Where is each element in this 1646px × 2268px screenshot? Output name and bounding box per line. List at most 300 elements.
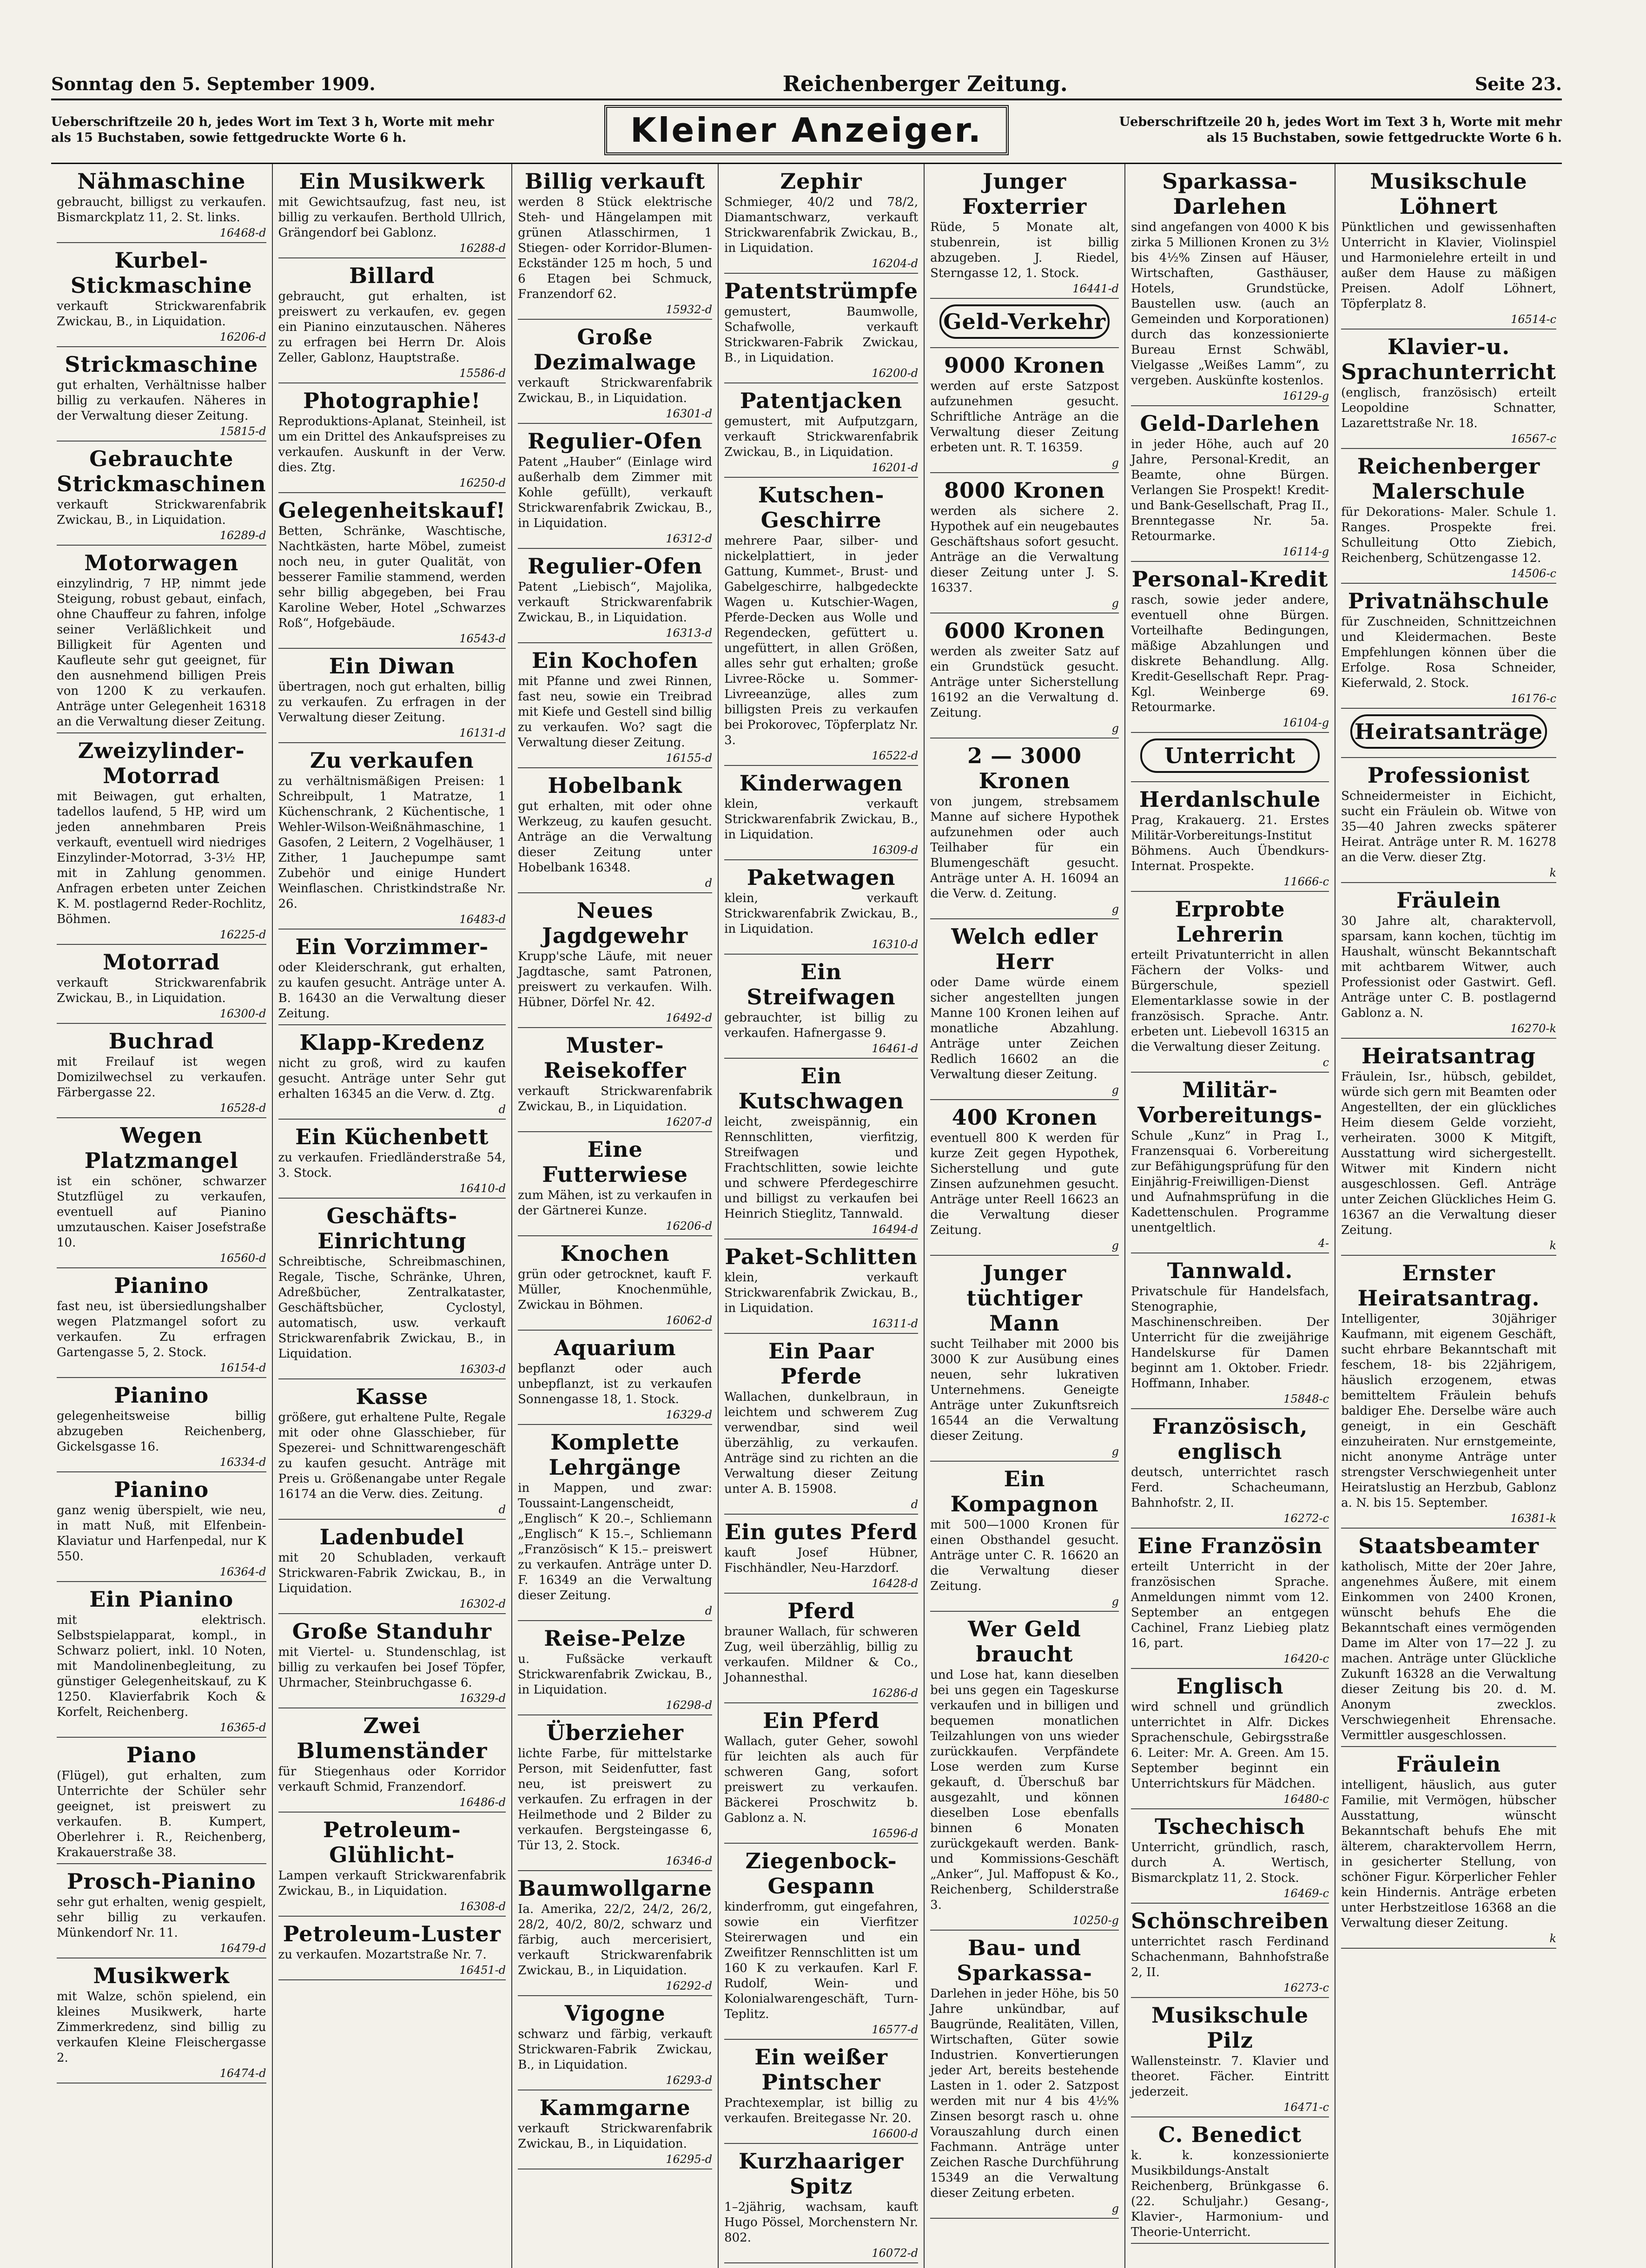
ad-text: gemustert, Baumwolle, Schafwolle, verkauft Strickwaren-Fabrik Zwickau, B., in Liquidation. (724, 305, 919, 365)
classified-ad (1341, 1752, 1556, 1949)
classified-ad (278, 263, 506, 383)
ad-heading: Billig verkauft (524, 169, 706, 194)
ad-heading: Billard (349, 263, 435, 288)
ad-heading: Zephir (780, 169, 862, 194)
ad-text: Intelligenter, 30jähriger Kaufmann, mit eigenem Geschäft, sucht ehrbare Bekanntschaft mit feschem, 18- bis 22jährigem, häuslich erzogenem, etwas bemitteltem Fräulein behufs baldiger Ehe. Derselbe wäre auch geneigt, in ein Geschäft einzuheiraten. Nur ernstgemeinte, nicht anonyme Anträge unter strengster Verschwiegenheit unter Heiratslustig an Herzbub, Gablonz a. N. bis 15. September. (1341, 1312, 1556, 1510)
ad-reference-code: g (1111, 456, 1119, 469)
ad-heading: Überzieher (546, 1720, 684, 1745)
classified-ad (930, 743, 1119, 919)
ad-reference-code: 16600-d (872, 2127, 919, 2140)
ad-heading: Baumwollgarne (518, 1876, 713, 1901)
ad-reference-code: 16494-d (872, 1223, 919, 1236)
ad-reference-code: g (1111, 1239, 1119, 1252)
ad-text: Ia. Amerika, 22/2, 24/2, 26/2, 28/2, 40/2, 80/2, schwarz und färbig, auch mercerisiert, verkauft Strickwarenfabrik Zwickau, B., in Liquidation. (518, 1902, 713, 1978)
ad-heading: Personal-Kredit (1131, 567, 1329, 592)
ad-text: schwarz und färbig, verkauft Strickwaren-Fabrik Zwickau, B., in Liquidation. (518, 2027, 713, 2072)
ad-reference-code: 16204-d (872, 257, 919, 270)
classified-ad (724, 1244, 918, 1334)
ad-heading: Privatnähschule (1348, 588, 1550, 613)
classified-ad (724, 1338, 918, 1515)
ad-heading: Französisch, englisch (1152, 1414, 1308, 1464)
classified-ad (1131, 2122, 1329, 2244)
classified-ad (1131, 169, 1329, 406)
classified-ad (724, 278, 918, 383)
ad-text: bepflanzt oder auch unbepflanzt, ist zu verkaufen Sonnengasse 18, 1. Stock. (518, 1362, 713, 1406)
ad-heading: Musikschule Löhnert (1370, 169, 1527, 219)
ad-reference-code: 16480-c (1283, 1793, 1329, 1806)
ad-reference-code: 16310-d (872, 938, 919, 951)
ad-text: gemustert, mit Aufputzgarn, verkauft Strickwarenfabrik Zwickau, B., in Liquidation. (724, 415, 919, 459)
ad-heading: Eine Futterwiese (542, 1137, 688, 1187)
ad-reference-code: 16543-d (459, 632, 506, 645)
ad-reference-code: 16451-d (459, 1964, 506, 1977)
ad-text: in jeder Höhe, auch auf 20 Jahre, Personal-Kredit, an Beamte, ohne Bürgen. Verlangen Sie Prospekt! Kredit- und Bank-Gesellschaft, Prag II., Brenntegasse Nr. 5a. Retourmarke. (1131, 437, 1329, 543)
ad-reference-code: 16155-d (666, 752, 713, 765)
ad-heading: Zweizylinder-Motorrad (78, 738, 245, 788)
ad-reference-code: 16381-k (1510, 1512, 1556, 1525)
ad-heading: Klapp-Kredenz (299, 1030, 485, 1055)
ad-text: sucht Teilhaber mit 2000 bis 3000 K zur Ausübung eines neuen, sehr lukrativen Unternehmens. Geneigte Anträge unter Zukunftsreich 16544 an die Verwaltung dieser Zeitung. (930, 1337, 1119, 1443)
classified-ad (1131, 1814, 1329, 1904)
ad-reference-code: g (1111, 722, 1119, 735)
ad-text: rasch, sowie jeder andere, eventuell ohne Bürgen. Vorteilhafte Bedingungen, mäßige Abzahlungen und diskrete Behandlung. Allg. Kredit-Gesellschaft Repr. Prag-Kgl. Weinberge 69. Retourmarke. (1131, 593, 1329, 714)
ad-text: Pünktlichen und gewissenhaften Unterricht in Klavier, Violinspiel und Harmonielehre erteilt in und außer dem Hause zu mäßigen Preisen. Adolf Löhnert, Töpferplatz 8. (1341, 220, 1556, 311)
classified-ad (930, 353, 1119, 473)
ad-heading: Reichenberger Malerschule (1357, 454, 1540, 504)
ad-reference-code: 16131-d (459, 726, 506, 739)
ad-reference-code: 16176-c (1511, 692, 1556, 705)
newspaper-page (51, 70, 1562, 2260)
ad-heading: Ladenbudel (319, 1524, 465, 1549)
ad-heading: Pianino (114, 1273, 209, 1298)
ad-text: Patent „Hauber“ (Einlage wird außerhalb dem Zimmer mit Kohle gefüllt), verkauft Strickwarenfabrik Zwickau, B., in Liquidation. (518, 455, 713, 530)
ad-text: erteilt Privatunterricht in allen Fächern der Volks- und Bürgerschule, speziell Elementarklasse sowie in der französisch. Sprache. Antr. erbeten unt. Liebevoll 16315 an die Verwaltung dieser Zeitung. (1131, 948, 1329, 1054)
ad-reference-code: 16129-g (1282, 389, 1329, 402)
ad-column (1335, 164, 1562, 2268)
classified-ad (930, 478, 1119, 613)
ad-reference-code: 16312-d (666, 532, 713, 545)
ad-text: klein, verkauft Strickwarenfabrik Zwickau, B., in Liquidation. (724, 1271, 919, 1315)
ad-heading: Patentjacken (740, 388, 903, 413)
ad-reference-code: 15932-d (666, 303, 713, 316)
ad-reference-code: 16272-c (1283, 1512, 1329, 1525)
classified-ad (930, 618, 1119, 738)
section-heading (1341, 714, 1556, 758)
ad-heading: Pferd (787, 1598, 855, 1623)
section-heading (930, 304, 1119, 348)
classified-ad (57, 1869, 266, 1958)
ad-reference-code: 16514-c (1511, 313, 1556, 326)
classified-ad (930, 169, 1119, 299)
classified-ad (1131, 1258, 1329, 1409)
ad-text: gut erhalten, mit oder ohne Werkzeug, zu kaufen gesucht. Anträge an die Verwaltung dieser Zeitung unter Hobelbank 16348. (518, 799, 713, 875)
ad-text: verkauft Strickwarenfabrik Zwickau, B., in Liquidation. (57, 976, 266, 1005)
ad-heading: Kurzhaariger Spitz (739, 2149, 904, 2199)
classified-ad (518, 1033, 712, 1132)
classified-ad (1131, 1908, 1329, 1998)
ad-heading: C. Benedict (1158, 2122, 1302, 2147)
ad-reference-code: 16486-d (459, 1796, 506, 1809)
ad-heading: Regulier-Ofen (527, 429, 703, 454)
ad-text: für Dekorations- Maler. Schule 1. Ranges. Prospekte frei. Schulleitung Otto Ziebich, Reichenberg, Schützengasse 12. (1341, 505, 1556, 565)
classified-ad (278, 1619, 506, 1708)
classified-ad (724, 959, 918, 1059)
ad-heading: Buchrad (108, 1029, 214, 1054)
ad-reference-code: 16286-d (872, 1687, 919, 1700)
ad-text: Wallensteinstr. 7. Klavier und theoret. Fächer. Eintritt jederzeit. (1131, 2054, 1329, 2099)
ad-heading: Kinderwagen (739, 771, 903, 796)
classified-ad (724, 2149, 918, 2263)
ad-heading: Schönschreiben (1131, 1908, 1329, 1933)
ad-text: zu verkaufen. Friedländerstraße 54, 3. Stock. (278, 1151, 506, 1180)
classified-ad (278, 1124, 506, 1199)
ad-reference-code: 16479-d (219, 1942, 266, 1955)
classified-ad (278, 1030, 506, 1120)
ad-text: verkauft Strickwarenfabrik Zwickau, B., in Liquidation. (518, 376, 713, 405)
classified-ad (57, 1742, 266, 1864)
ad-heading: Nähmaschine (77, 169, 246, 194)
ad-reference-code: 16492-d (666, 1011, 713, 1024)
ad-column (1125, 164, 1335, 2268)
ad-text: übertragen, noch gut erhalten, billig zu verkaufen. Zu erfragen in der Verwaltung dieser Zeitung. (278, 680, 506, 725)
ad-reference-code: 16308-d (459, 1900, 506, 1913)
ad-heading: Ernster Heiratsantrag. (1357, 1260, 1540, 1311)
classified-ad (57, 352, 266, 442)
ad-text: Fräulein, Isr., hübsch, gebildet, würde sich gern mit Beamten oder Angestellten, der ein glückliches Heim diesem Gelde vorzieht, verheiraten. 3000 K Mitgift, Ausstattung wird sichergestellt. Witwer mit Kindern nicht ausgeschlossen. Gefl. Anträge unter Zeichen Glückliches Heim G. 16367 an die Verwaltung dieser Zeitung. (1341, 1070, 1556, 1237)
ad-text: wird schnell und gründlich unterrichtet in Alfr. Dickes Sprachenschule, Gebirgsstraße 6. Leiter: Mr. A. Green. Am 15. September beginnt ein Unterrichtskurs für Mädchen. (1131, 1700, 1329, 1791)
ad-reference-code: 16334-d (219, 1456, 266, 1469)
ad-text: gebrauchter, ist billig zu verkaufen. Hafnergasse 9. (724, 1011, 919, 1040)
ad-heading: Knochen (560, 1241, 670, 1266)
classified-ad (1131, 1533, 1329, 1669)
section-masthead (51, 107, 1562, 153)
ad-text: grün oder getrocknet, kauft F. Müller, Knochenmühle, Zwickau in Böhmen. (518, 1267, 713, 1312)
ad-text: werden als sichere 2. Hypothek auf ein neugebautes Geschäftshaus sofort gesucht. Anträge an die Verwaltung dieser Zeitung unter J. S. 16337. (930, 504, 1119, 595)
ad-text: klein, verkauft Strickwarenfabrik Zwickau, B., in Liquidation. (724, 891, 919, 936)
ad-reference-code: d (911, 1498, 919, 1511)
ad-text: oder Kleiderschrank, gut erhalten, zu kaufen gesucht. Anträge unter A. B. 16430 an die Verwaltung dieser Zeitung. (278, 961, 506, 1021)
ad-heading: 8000 Kronen (944, 478, 1105, 503)
classified-ad (518, 773, 712, 893)
ad-text: für Stiegenhaus oder Korridor verkauft Schmid, Franzendorf. (278, 1765, 506, 1794)
ad-reference-code: 16114-g (1282, 545, 1329, 558)
classified-ad (278, 1713, 506, 1813)
ad-heading: Ein Pianino (89, 1587, 234, 1612)
ad-text: (Flügel), gut erhalten, zum Unterrichte der Schüler sehr geeignet, ist preiswert zu verkaufen. B. Kumpert, Oberlehrer i. R., Reichenberg, Krakauerstraße 38. (57, 1769, 266, 1859)
ad-reference-code: 16200-d (872, 367, 919, 380)
ad-heading: Zwei Blumenständer (297, 1713, 488, 1763)
classified-ad (57, 550, 266, 733)
ad-reference-code: k (1549, 1932, 1556, 1945)
ad-reference-code: 16207-d (666, 1115, 713, 1128)
classified-ad (724, 388, 918, 478)
ad-reference-code: 16288-d (459, 242, 506, 255)
classified-ad (1341, 763, 1556, 883)
ad-text: mit Freilauf ist wegen Domizilwechsel zu verkaufen. Färbergasse 22. (57, 1055, 266, 1100)
ad-heading: Eine Französin (1137, 1533, 1323, 1558)
classified-ad (1131, 1077, 1329, 1253)
classified-ad (278, 934, 506, 1025)
ad-heading: Bau- und Sparkassa- (957, 1935, 1092, 1985)
ad-text: zu verhältnismäßigen Preisen: 1 Schreibpult, 1 Matratze, 1 Küchenschrank, 2 Küchentische, 1 Wehler-Wilson-Weißnähmaschine, 1 Gasofen, 2 Leitern, 2 Vogelhäuser, 1 Zither, 1 Jauchepumpe samt Zubehör und einige Hundert Weinflaschen. Christkindstraße Nr. 26. (278, 774, 506, 911)
ad-reference-code: d (498, 1503, 506, 1516)
classified-ad (1341, 334, 1556, 449)
ad-heading: Sparkassa-Darlehen (1162, 169, 1298, 219)
ad-reference-code: 16346-d (666, 1854, 713, 1867)
classified-ad (57, 1477, 266, 1582)
ad-text: Schule „Kunz“ in Prag I., Franzensquai 6. Vorbereitung zur Befähigungsprüfung für den Einjährig-Freiwilligen-Dienst und Aufnahmsprüfung in die Kadettenschulen. Programme unentgeltlich. (1131, 1129, 1329, 1235)
classified-ad (518, 1430, 712, 1621)
ad-reference-code: 16577-d (872, 2023, 919, 2036)
ad-heading: Klavier-u. Sprachunterricht (1341, 334, 1556, 384)
ad-reference-code: 16428-d (872, 1577, 919, 1590)
ad-heading: Patentstrümpfe (724, 278, 919, 303)
ad-heading: Paket-Schlitten (725, 1244, 918, 1269)
classified-ad (1131, 2003, 1329, 2117)
classified-ad (1341, 888, 1556, 1039)
ad-heading: Staatsbeamter (1358, 1533, 1539, 1558)
page-number: Seite 23. (1474, 73, 1562, 94)
ad-heading: Professionist (1367, 763, 1530, 788)
ad-text: eventuell 800 K werden für kurze Zeit gegen Hypothek, Sicherstellung und gute Zinsen aufzunehmen gesucht. Anträge unter Reell 16623 an die Verwaltung dieser Zeitung. (930, 1131, 1119, 1237)
ad-text: kauft Josef Hübner, Fischhändler, Neu-Harzdorf. (724, 1546, 919, 1575)
ad-text: ganz wenig überspielt, wie neu, in matt Nuß, mit Elfenbein-Klaviatur und Harfenpedal, nur K 550. (57, 1503, 266, 1563)
issue-date: Sonntag den 5. September 1909. (51, 73, 376, 94)
classified-ad (1341, 169, 1556, 330)
classified-ad (57, 169, 266, 243)
ad-reference-code: k (1549, 1239, 1556, 1252)
ad-heading: Tannwald. (1167, 1258, 1293, 1283)
ad-reference-code: g (1111, 597, 1119, 610)
ad-reference-code: g (1111, 1083, 1119, 1096)
ad-reference-code: 16329-d (666, 1408, 713, 1421)
ad-heading: Tschechisch (1155, 1814, 1305, 1839)
classified-ad (278, 1817, 506, 1917)
ad-reference-code: 16154-d (219, 1361, 266, 1374)
ad-text: Unterricht, gründlich, rasch, durch A. Wertisch, Bismarckplatz 11, 2. Stock. (1131, 1840, 1329, 1885)
ad-reference-code: 16483-d (459, 913, 506, 926)
ad-reference-code: 16522-d (872, 749, 919, 762)
ad-reference-code: 16313-d (666, 626, 713, 640)
ad-text: brauner Wallach, für schweren Zug, weil überzählig, billig zu verkaufen. Mildner & Co., Johannesthal. (724, 1625, 919, 1685)
ad-heading: Ein Kochofen (531, 648, 699, 673)
ad-heading: Wegen Platzmangel (84, 1123, 238, 1173)
classified-ad (57, 1029, 266, 1118)
ad-reference-code: 16206-d (219, 330, 266, 343)
ad-reference-code: 16309-d (872, 844, 919, 857)
ad-reference-code: 16441-d (1072, 282, 1119, 295)
ad-reference-code: g (1111, 1595, 1119, 1608)
ad-heading: Erprobte Lehrerin (1175, 897, 1285, 947)
classified-ad (518, 648, 712, 768)
ad-heading: 400 Kronen (952, 1105, 1097, 1130)
ad-heading: Ein Pferd (763, 1708, 880, 1733)
ad-text: kinderfromm, gut eingefahren, sowie ein Vierfitzer Steirerwagen und ein Zweifitzer Rennschlitten ist um 160 K zu verkaufen. Karl F. Rudolf, Wein- und Kolonialwarengeschäft, Turn-Teplitz. (724, 1900, 919, 2021)
ad-reference-code: 16528-d (219, 1101, 266, 1114)
classified-ad (278, 498, 506, 649)
ad-text: mit Pfanne und zwei Rinnen, fast neu, sowie ein Treibrad mit Kiefe und Gestell sind billig zu verkaufen. Wo? sagt die Verwaltung dieser Zeitung. (518, 674, 713, 750)
ad-text: intelligent, häuslich, aus guter Familie, mit Vermögen, hübscher Ausstattung, wünscht Bekanntschaft behufs Ehe mit älterem, charaktervollem Herrn, in gesicherter Stellung, von schöner Figur. Körperlicher Fehler kein Hindernis. Anträge erbeten unter Herbstzeitlose 16368 an die Verwaltung dieser Zeitung. (1341, 1778, 1556, 1930)
classified-ad (930, 1466, 1119, 1612)
ad-heading: Kammgarne (539, 2095, 691, 2120)
ad-reference-code: 15586-d (459, 367, 506, 380)
ad-text: und Lose hat, kann dieselben bei uns gegen ein Tageskurse verkaufen und in billigen und bequemen monatlichen Teilzahlungen von uns wieder zurückkaufen. Verpfändete Lose werden zum Kurse gekauft, d. Überschuß bar ausgezahlt, und können dieselben Lose ebenfalls binnen 6 Monaten zurückgekauft werden. Bank- und Kommissions-Geschäft „Anker“, Jul. Maffopust & Ko., Reichenberg, Schilderstraße 3. (930, 1668, 1119, 1912)
classified-ad (278, 1384, 506, 1520)
ad-text: verkauft Strickwarenfabrik Zwickau, B., in Liquidation. (57, 498, 266, 527)
classified-ad (57, 446, 266, 546)
ad-text: (englisch, französisch) erteilt Leopoldine Schnatter, Lazarettstraße Nr. 18. (1341, 386, 1556, 430)
ad-heading: Ein Kompagnon (950, 1466, 1099, 1516)
classified-ad (518, 1335, 712, 1425)
ad-heading: Heiratsanträge (1350, 714, 1547, 749)
newspaper-name: Reichenberger Zeitung. (782, 71, 1068, 96)
ad-text: fast neu, ist übersiedlungshalber wegen Platzmangel sofort zu verkaufen. Zu erfragen Gartengasse 5, 2. Stock. (57, 1299, 266, 1359)
classified-ad (518, 1241, 712, 1331)
ad-heading: Petroleum-Glühlicht- (323, 1817, 461, 1867)
ad-heading: Ein weißer Pintscher (754, 2044, 888, 2095)
classified-ad (1131, 1414, 1329, 1529)
ad-text: Reproduktions-Aplanat, Steinheil, ist um ein Drittel des Ankaufspreises zu verkaufen. Auskunft in der Verw. dies. Ztg. (278, 415, 506, 475)
classified-ad (278, 388, 506, 493)
ad-reference-code: 16420-c (1283, 1652, 1329, 1665)
ad-text: oder Dame würde einem sicher angestellten jungen Manne 100 Kronen leihen auf monatliche Abzahlung. Anträge unter Zeichen Redlich 16602 an die Verwaltung dieser Zeitung. (930, 976, 1119, 1081)
ad-text: Schneidermeister in Eichicht, sucht ein Fräulein ob. Witwe von 35—40 Jahren zwecks späterer Heirat. Anträge unter R. M. 16278 an die Verw. dieser Ztg. (1341, 789, 1556, 864)
ad-heading: Junger Foxterrier (962, 169, 1087, 219)
ad-heading: 6000 Kronen (944, 618, 1105, 643)
classified-ad (57, 1963, 266, 2083)
ad-heading: Ein Küchenbett (295, 1124, 489, 1149)
classified-ad (724, 1848, 918, 2040)
ad-reference-code: 16364-d (219, 1565, 266, 1578)
ad-reference-code: 16225-d (219, 928, 266, 941)
ad-reference-code: g (1111, 2202, 1119, 2215)
ad-reference-code: c (1322, 1056, 1329, 1069)
classified-ad (1341, 1533, 1556, 1747)
ad-reference-code: d (705, 1604, 713, 1617)
ad-text: Prachtexemplar, ist billig zu verkaufen. Breitegasse Nr. 20. (724, 2096, 919, 2125)
classified-ad (57, 1273, 266, 1378)
ad-heading: Unterricht (1140, 738, 1320, 773)
running-header (51, 70, 1562, 98)
classified-ad (278, 748, 506, 930)
ad-reference-code: 16270-k (1510, 1022, 1556, 1035)
ad-heading: Ein Vorzimmer- (295, 934, 489, 959)
ad-text: Krupp'sche Läufe, mit neuer Jagdtasche, samt Patronen, preiswert zu verkaufen. Wilh. Hübner, Dörfel Nr. 42. (518, 949, 713, 1009)
classified-ad (724, 482, 918, 766)
ad-reference-code: 16300-d (219, 1007, 266, 1020)
ad-heading: Zu verkaufen (310, 748, 474, 773)
ad-heading: Militär-Vorbereitungs- (1137, 1077, 1323, 1127)
ad-heading: Ein Musikwerk (299, 169, 485, 194)
ad-heading: Musikschule Pilz (1151, 2003, 1309, 2053)
classified-ad (518, 2001, 712, 2090)
classified-ad (1131, 787, 1329, 892)
classified-ad (57, 1383, 266, 1472)
section-title: Kleiner Anzeiger. (604, 105, 1009, 155)
ad-reference-code: 16206-d (666, 1220, 713, 1233)
classified-ad (57, 248, 266, 347)
ad-text: mit 500—1000 Kronen für einen Obsthandel gesucht. Anträge unter C. R. 16620 an die Verwaltung dieser Zeitung. (930, 1518, 1119, 1593)
classified-ad (1131, 567, 1329, 733)
ad-reference-code: 16295-d (666, 2153, 713, 2166)
ad-reference-code: 16474-d (219, 2067, 266, 2080)
ad-reference-code: 16329-d (459, 1692, 506, 1705)
ad-text: zu verkaufen. Mozartstraße Nr. 7. (278, 1948, 487, 1962)
ad-text: Rüde, 5 Monate alt, stubenrein, ist billig abzugeben. J. Riedel, Sterngasse 12, 1. Stock. (930, 220, 1119, 280)
classified-ad (57, 1587, 266, 1738)
classified-ad (1131, 411, 1329, 562)
classified-ad (518, 324, 712, 424)
ad-text: erteilt Unterricht in der französischen Sprache. Anmeldungen nimmt vom 12. September an entgegen Cachinel, Franz Liebieg platz 16, part. (1131, 1560, 1329, 1650)
ad-reference-code: 16302-d (459, 1597, 506, 1610)
ad-reference-code: 15848-c (1283, 1392, 1329, 1405)
ad-text: mit Gewichtsaufzug, fast neu, ist billig zu verkaufen. Berthold Ullrich, Grängendorf bei Gablonz. (278, 195, 506, 240)
classified-ad (724, 169, 918, 274)
ad-heading: Ein Diwan (329, 653, 455, 679)
ad-heading: Wer Geld braucht (968, 1616, 1081, 1667)
ad-text: werden 8 Stück elektrische Steh- und Hängelampen mit grünen Atlasschirmen, 1 Stiegen- oder Korridor-Blumen-Eckständer 125 m hoch, 5 und 6 Etagen bei Schmuck, Franzendorf 62. (518, 195, 713, 301)
ad-reference-code: 16303-d (459, 1363, 506, 1376)
ad-reference-code: 4- (1318, 1237, 1329, 1250)
ad-heading: Musikwerk (93, 1963, 230, 1988)
ad-heading: Große Standuhr (292, 1619, 492, 1644)
classified-ad (724, 1063, 918, 1239)
ad-columns (51, 163, 1562, 2260)
ad-reference-code: 16104-g (1282, 716, 1329, 729)
rate-notice-right: Ueberschriftzeile 20 h, jedes Wort im Text 3 h, Worte mit mehr als 15 Buchstaben, sowie fettgedruckte Worte 6 h. (1119, 115, 1562, 145)
ad-heading: Ein Kutschwagen (738, 1063, 904, 1114)
ad-heading: Geld-Verkehr (939, 304, 1110, 339)
ad-column (925, 164, 1125, 2268)
ad-text: mehrere Paar, silber- und nickelplattiert, in jeder Gattung, Kummet-, Brust- und Gabelgeschirre, halbgedeckte Wagen u. Kutschier-Wagen, Pferde-Decken aus Wolle und Regendecken, gefüttert u. ungefüttert, in allen Größen, alles sehr gut erhalten; große Livree-Röcke u. Sommer-Livreeanzüge, alles zum billigsten Preis zu verkaufen bei Prokorovec, Töpferplatz Nr. 3. (724, 534, 919, 747)
ad-text: 30 Jahre alt, charaktervoll, sparsam, kann kochen, tüchtig im Haushalt, wünscht Bekanntschaft mit achtbarem Witwer, auch Professionist oder Gastwirt. Gefl. Anträge unter C. B. postlagernd Gablonz a. N. (1341, 914, 1556, 1020)
ad-heading: Englisch (1176, 1674, 1284, 1699)
ad-heading: Welch edler Herr (951, 924, 1098, 974)
ad-heading: Große Dezimalwage (533, 324, 697, 375)
ad-text: Schmieger, 40/2 und 78/2, Diamantschwarz, verkauft Strickwarenfabrik Zwickau, B., in Liquidation. (724, 195, 919, 255)
classified-ad (1341, 1043, 1556, 1256)
classified-ad (724, 771, 918, 860)
ad-reference-code: 11666-c (1283, 875, 1329, 888)
ad-heading: Photographie! (303, 388, 481, 413)
ad-heading: Ein gutes Pferd (725, 1519, 918, 1544)
ad-reference-code: d (705, 877, 713, 890)
ad-text: mit Beiwagen, gut erhalten, tadellos laufend, 5 HP, wird um jeden annehmbaren Preis verkauft, eventuell wird niedriges Einzylinder-Motorrad, 3-3½ HP, mit in Zahlung genommen. Anfragen erbeten unter Zeichen K. M. postlagernd Reder-Rochlitz, Böhmen. (57, 790, 266, 926)
ad-reference-code: d (498, 1103, 506, 1116)
ad-reference-code: 16471-c (1283, 2101, 1329, 2114)
classified-ad (724, 2044, 918, 2144)
ad-reference-code: g (1111, 1445, 1119, 1458)
ad-text: k. k. konzessionierte Musikbildungs-Anstalt Reichenberg, Brünkgasse 6. (22. Schuljahr.) Gesang-, Klavier-, Harmonium- und Theorie-Unterricht. (1131, 2149, 1329, 2239)
ad-heading: Fräulein (1396, 1752, 1501, 1777)
ad-heading: Vigogne (564, 2001, 666, 2026)
classified-ad (278, 1524, 506, 1614)
ad-reference-code: 16596-d (872, 1827, 919, 1840)
classified-ad (518, 1626, 712, 1715)
ad-heading: 9000 Kronen (944, 353, 1105, 378)
classified-ad (724, 1519, 918, 1594)
classified-ad (724, 1708, 918, 1844)
ad-text: von jungem, strebsamem Manne auf sichere Hypothek aufzunehmen oder auch Teilhaber für ein Blumengeschäft gesucht. Anträge unter A. H. 16094 an die Verw. d. Zeitung. (930, 795, 1119, 901)
classified-ad (1341, 454, 1556, 584)
ad-reference-code: 16468-d (219, 226, 266, 239)
classified-ad (278, 1921, 506, 1980)
ad-text: gut erhalten, Verhältnisse halber billig zu verkaufen. Näheres in der Verwaltung dieser Zeitung. (57, 378, 266, 423)
classified-ad (1341, 1260, 1556, 1529)
ad-heading: Ziegenbock-Gespann (745, 1848, 897, 1899)
classified-ad (930, 1260, 1119, 1462)
ad-heading: Piano (126, 1742, 197, 1767)
